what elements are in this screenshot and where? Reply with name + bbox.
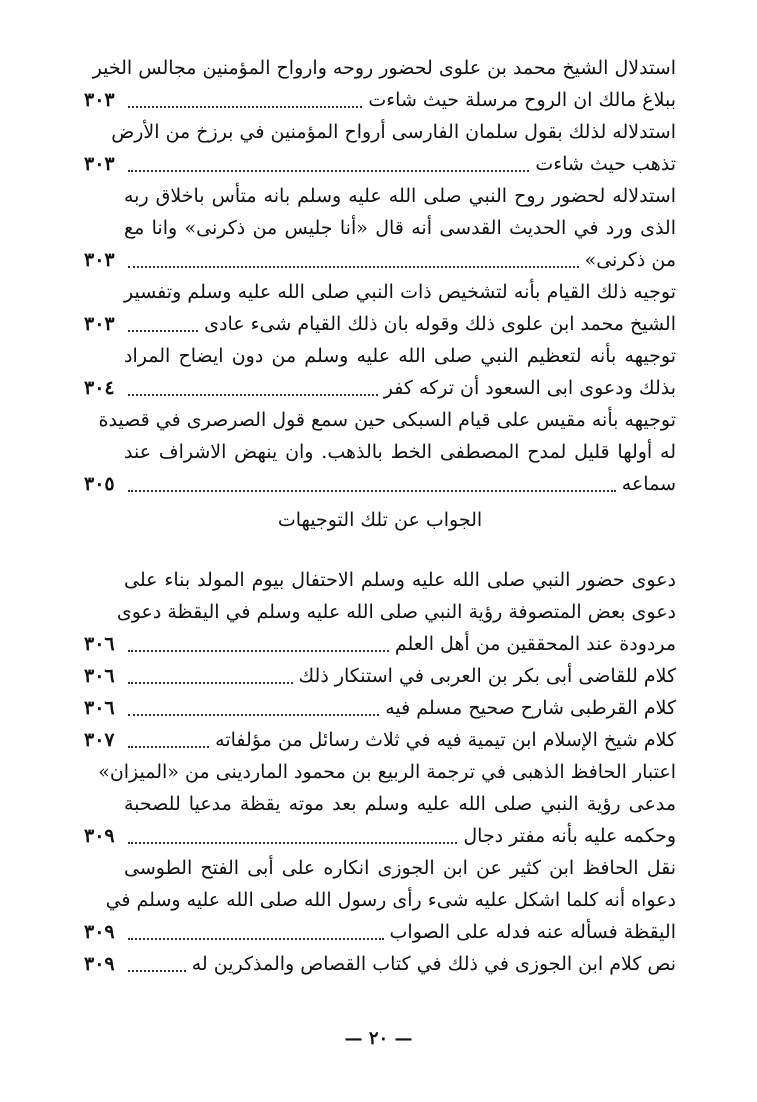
entry-text: مردودة عند المحققين من أهل العلم	[394, 633, 676, 655]
dot-leader	[128, 968, 186, 972]
toc-entry-line	[84, 244, 676, 276]
entry-text: تذهب حيث شاءت	[535, 153, 676, 175]
toc-entry-line	[84, 692, 676, 724]
page-reference: ٣٠٦	[84, 665, 115, 687]
toc-text-line: نقل الحافظ ابن كثير عن ابن الجوزى انكاره على أبى الفتح الطوسى	[124, 857, 676, 879]
page-number: — ٢٠ —	[344, 1028, 413, 1049]
page-reference: ٣٠٦	[84, 697, 115, 719]
page-reference: ٣٠٣	[84, 89, 115, 111]
dot-leader	[128, 328, 198, 332]
entry-text: كلام القرطبى شارح صحيح مسلم فيه	[385, 697, 676, 719]
entry-text: نص كلام ابن الجوزى في ذلك في كتاب القصاص والمذكرين له	[191, 953, 676, 975]
dot-leader	[128, 104, 362, 108]
toc-entry-line	[84, 660, 676, 692]
toc-text-line: دعوى حضور النبي صلى الله عليه وسلم الاحتفال بيوم المولد بناء على	[124, 569, 676, 591]
entry-text: بذلك ودعوى ابى السعود أن تركه كفر	[383, 377, 676, 399]
entry-text: اليقظة فسأله عنه فدله على الصواب	[389, 921, 676, 943]
dot-leader	[128, 840, 457, 844]
entry-text: ببلاغ مالك ان الروح مرسلة حيث شاءت	[368, 89, 676, 111]
toc-text-line: مدعى رؤية النبي صلى الله عليه وسلم بعد موته يقظة مدعيا للصحبة	[124, 793, 676, 815]
toc-text-line: توجيهه بأنه لتعظيم النبي صلى الله عليه وسلم من دون ايضاح المراد	[124, 345, 676, 367]
entry-text: من ذكرنى»	[584, 249, 676, 271]
page-reference: ٣٠٦	[84, 633, 115, 655]
table-of-contents	[84, 52, 676, 980]
toc-entry-line	[84, 308, 676, 340]
toc-entry-line	[84, 724, 676, 756]
dot-leader	[128, 648, 389, 652]
page-reference: ٣٠٣	[84, 153, 115, 175]
toc-entry-line	[84, 820, 676, 852]
dot-leader	[128, 744, 209, 748]
toc-entry-line	[84, 916, 676, 948]
page-reference: ٣٠٣	[84, 249, 115, 271]
toc-entry-line	[84, 84, 676, 116]
contents-block-2	[84, 564, 676, 980]
toc-text-line: استدلاله لحضور روح النبي صلى الله عليه وسلم بانه متأس باخلاق ربه	[124, 185, 676, 207]
dot-leader	[128, 936, 384, 940]
page-reference: ٣٠٩	[84, 921, 115, 943]
toc-text-line: دعوى بعض المتصوفة رؤية النبي صلى الله عليه وسلم في اليقظة دعوى	[116, 601, 676, 623]
toc-text-line: الذى ورد في الحديث القدسى أنه قال «أنا جليس من ذكرنى» وانا مع	[124, 217, 676, 239]
toc-text-line: توجيهه بأنه مقيس على قيام السبكى حين سمع قول الصرصرى في قصيدة	[98, 409, 676, 431]
toc-text-line: توجيه ذلك القيام بأنه لتشخيص ذات النبي صلى الله عليه وسلم وتفسير	[124, 281, 676, 303]
toc-text-line: اعتبار الحافظ الذهبى في ترجمة الربيع بن محمود الماردينى من «الميزان»	[98, 761, 676, 783]
toc-entry-line	[84, 628, 676, 660]
toc-text-line: استدلاله لذلك بقول سلمان الفارسى أرواح المؤمنين في برزخ من الأرض	[111, 121, 676, 143]
toc-entry-line	[84, 948, 676, 980]
dot-leader	[128, 264, 579, 268]
toc-text-line: استدلال الشيخ محمد بن علوى لحضور روحه وارواح المؤمنين مجالس الخير	[92, 57, 676, 79]
page-reference: ٣٠٥	[84, 473, 115, 495]
entry-text: الشيخ محمد ابن علوى ذلك وقوله بان ذلك القيام شىء عادى	[204, 313, 676, 335]
spacer	[84, 552, 676, 564]
toc-text-line: دعواه أنه كلما اشكل عليه شىء رأى رسول الله صلى الله عليه وسلم في	[105, 889, 676, 911]
page-reference: ٣٠٣	[84, 313, 115, 335]
entry-text: وحكمه عليه بأنه مفتر دجال	[463, 825, 676, 847]
entry-text: كلام شيخ الإسلام ابن تيمية فيه في ثلاث رسائل من مؤلفاته	[215, 729, 676, 751]
section-heading: الجواب عن تلك التوجيهات	[277, 509, 483, 531]
page-reference: ٣٠٤	[84, 377, 115, 399]
dot-leader	[128, 392, 378, 396]
dot-leader	[128, 712, 379, 716]
page-reference: ٣٠٩	[84, 953, 115, 975]
dot-leader	[128, 680, 293, 684]
dot-leader	[128, 168, 529, 172]
dot-leader	[128, 488, 616, 492]
contents-block-1	[84, 52, 676, 500]
toc-entry-line	[84, 372, 676, 404]
page-reference: ٣٠٧	[84, 729, 115, 751]
toc-entry-line	[84, 468, 676, 500]
toc-text-line: له أولها قليل لمدح المصطفى الخط بالذهب. وان ينهض الاشراف عند	[124, 441, 676, 463]
page-reference: ٣٠٩	[84, 825, 115, 847]
entry-text: سماعه	[621, 473, 676, 495]
toc-entry-line	[84, 148, 676, 180]
entry-text: كلام للقاضى أبى بكر بن العربى في استنكار ذلك	[298, 665, 676, 687]
